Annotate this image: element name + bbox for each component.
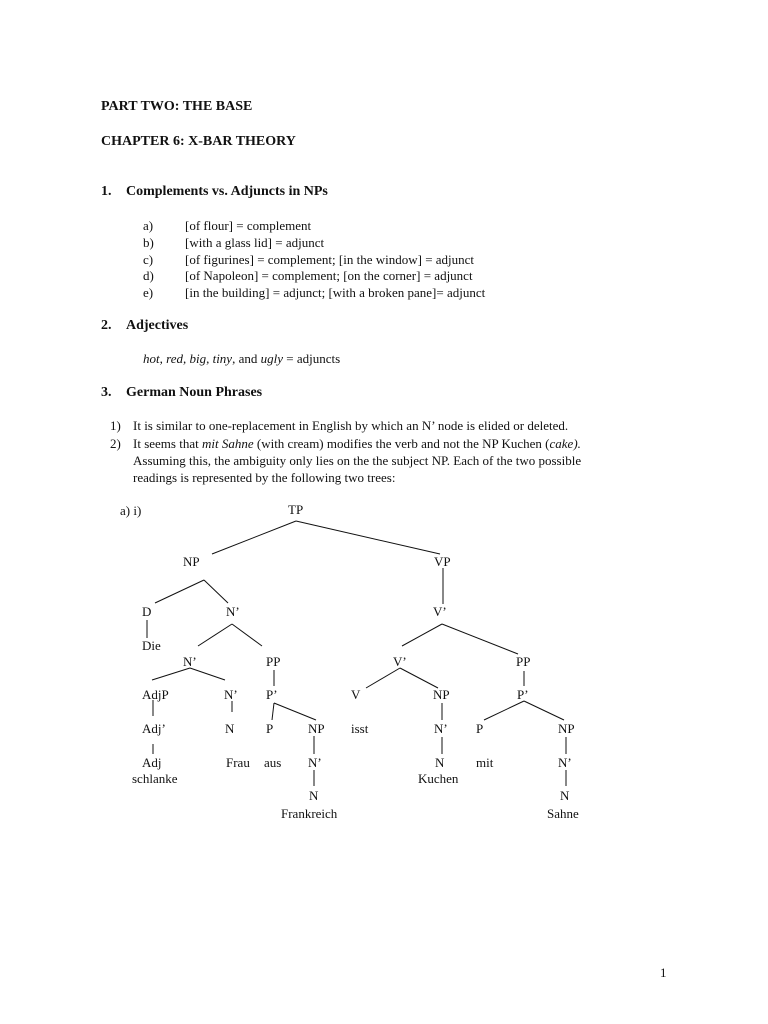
chapter-title: CHAPTER 6: X-BAR THEORY [101, 134, 296, 149]
tree-edge [152, 668, 190, 680]
list-item-label: e) [143, 285, 154, 300]
page-number: 1 [660, 965, 667, 980]
word-sahne: Sahne [547, 806, 579, 821]
node-n: N [435, 755, 445, 770]
list-item-text-continued: Assuming this, the ambiguity only lies on the the subject NP. Each of the two possible [133, 453, 582, 468]
list-item-label: 2) [110, 436, 121, 451]
text-run: It seems that [133, 436, 202, 451]
section-3-number: 3. [101, 385, 112, 400]
tree-edge [198, 624, 232, 646]
word-die: Die [142, 638, 161, 653]
tree-edge [400, 668, 438, 688]
node-np: NP [433, 687, 450, 702]
separator: , [206, 351, 213, 366]
node-n: N [309, 788, 319, 803]
node-adjp: AdjP [142, 687, 169, 702]
list-item-label: 1) [110, 418, 121, 433]
italic-run: cake). [549, 436, 581, 451]
node-pp: PP [266, 654, 281, 669]
node-p-bar: P’ [266, 687, 278, 702]
tree-edge [484, 701, 524, 720]
list-item-text: [of flour] = complement [185, 218, 312, 233]
word-mit: mit [476, 755, 494, 770]
word-kuchen: Kuchen [418, 771, 459, 786]
adjectives-rest: = adjuncts [283, 351, 341, 366]
tree-edge [204, 580, 228, 603]
node-vp: VP [434, 554, 451, 569]
tree-edge [274, 703, 316, 720]
list-item-text: [in the building] = adjunct; [with a broken pane]= adjunct [185, 285, 486, 300]
list-item-text: It is similar to one-replacement in English by which an N’ node is elided or deleted. [133, 418, 569, 433]
word-aus: aus [264, 755, 282, 770]
tree-edge [524, 701, 564, 720]
node-n: N [560, 788, 570, 803]
node-v-bar: V’ [433, 604, 447, 619]
tree-edge [442, 624, 518, 654]
node-n-bar: N’ [558, 755, 572, 770]
node-d: D [142, 604, 152, 619]
list-item-label: a) [143, 218, 154, 233]
list-item-text-continued: readings is represented by the following two trees: [133, 470, 396, 485]
node-n-bar: N’ [224, 687, 238, 702]
tree-edge [296, 521, 440, 554]
tree-label: a) i) [120, 503, 142, 518]
node-p: P [266, 721, 274, 736]
node-p-bar: P’ [517, 687, 529, 702]
node-p: P [476, 721, 484, 736]
node-n-bar: N’ [434, 721, 448, 736]
word-frau: Frau [226, 755, 250, 770]
word-isst: isst [351, 721, 369, 736]
part-title: PART TWO: THE BASE [101, 99, 253, 114]
section-1-number: 1. [101, 184, 112, 199]
node-n-bar: N’ [226, 604, 240, 619]
section-2-number: 2. [101, 318, 112, 333]
list-item-text: [of figurines] = complement; [in the window] = adjunct [185, 252, 475, 267]
separator: , and [232, 351, 261, 366]
list-item-label: b) [143, 235, 154, 250]
tree-edge [212, 521, 296, 554]
tree-edge [190, 668, 225, 680]
tree-edge [402, 624, 442, 646]
list-item-label: d) [143, 268, 154, 283]
node-v: V [351, 687, 361, 702]
node-adj: Adj [142, 755, 162, 770]
section-2-title: Adjectives [126, 318, 189, 333]
node-n: N [225, 721, 235, 736]
tree-edge [272, 703, 274, 720]
italic-run: mit Sahne [201, 436, 254, 451]
tree-edge [155, 580, 204, 603]
list-item-text: [of Napoleon] = complement; [on the corner] = adjunct [185, 268, 473, 283]
node-n-bar: N’ [308, 755, 322, 770]
section-3-title: German Noun Phrases [126, 385, 263, 400]
word-schlanke: schlanke [132, 771, 178, 786]
node-np: NP [308, 721, 325, 736]
tree-edge [366, 668, 400, 688]
adjective-ugly: ugly [260, 351, 283, 366]
adjective-list-italic: hot, red, big [143, 351, 207, 366]
node-pp: PP [516, 654, 531, 669]
text-run: (with cream) modifies the verb and not the NP Kuchen ( [253, 436, 550, 451]
node-adj-bar: Adj’ [142, 721, 166, 736]
list-item-label: c) [143, 252, 154, 267]
node-np: NP [558, 721, 575, 736]
node-tp: TP [288, 502, 304, 517]
adjective-tiny: tiny [212, 351, 233, 366]
word-frankreich: Frankreich [281, 806, 338, 821]
list-item-text: [with a glass lid] = adjunct [185, 235, 325, 250]
section-1-title: Complements vs. Adjuncts in NPs [126, 184, 328, 199]
node-v-bar: V’ [393, 654, 407, 669]
node-n-bar: N’ [183, 654, 197, 669]
node-np: NP [183, 554, 200, 569]
tree-edge [232, 624, 262, 646]
